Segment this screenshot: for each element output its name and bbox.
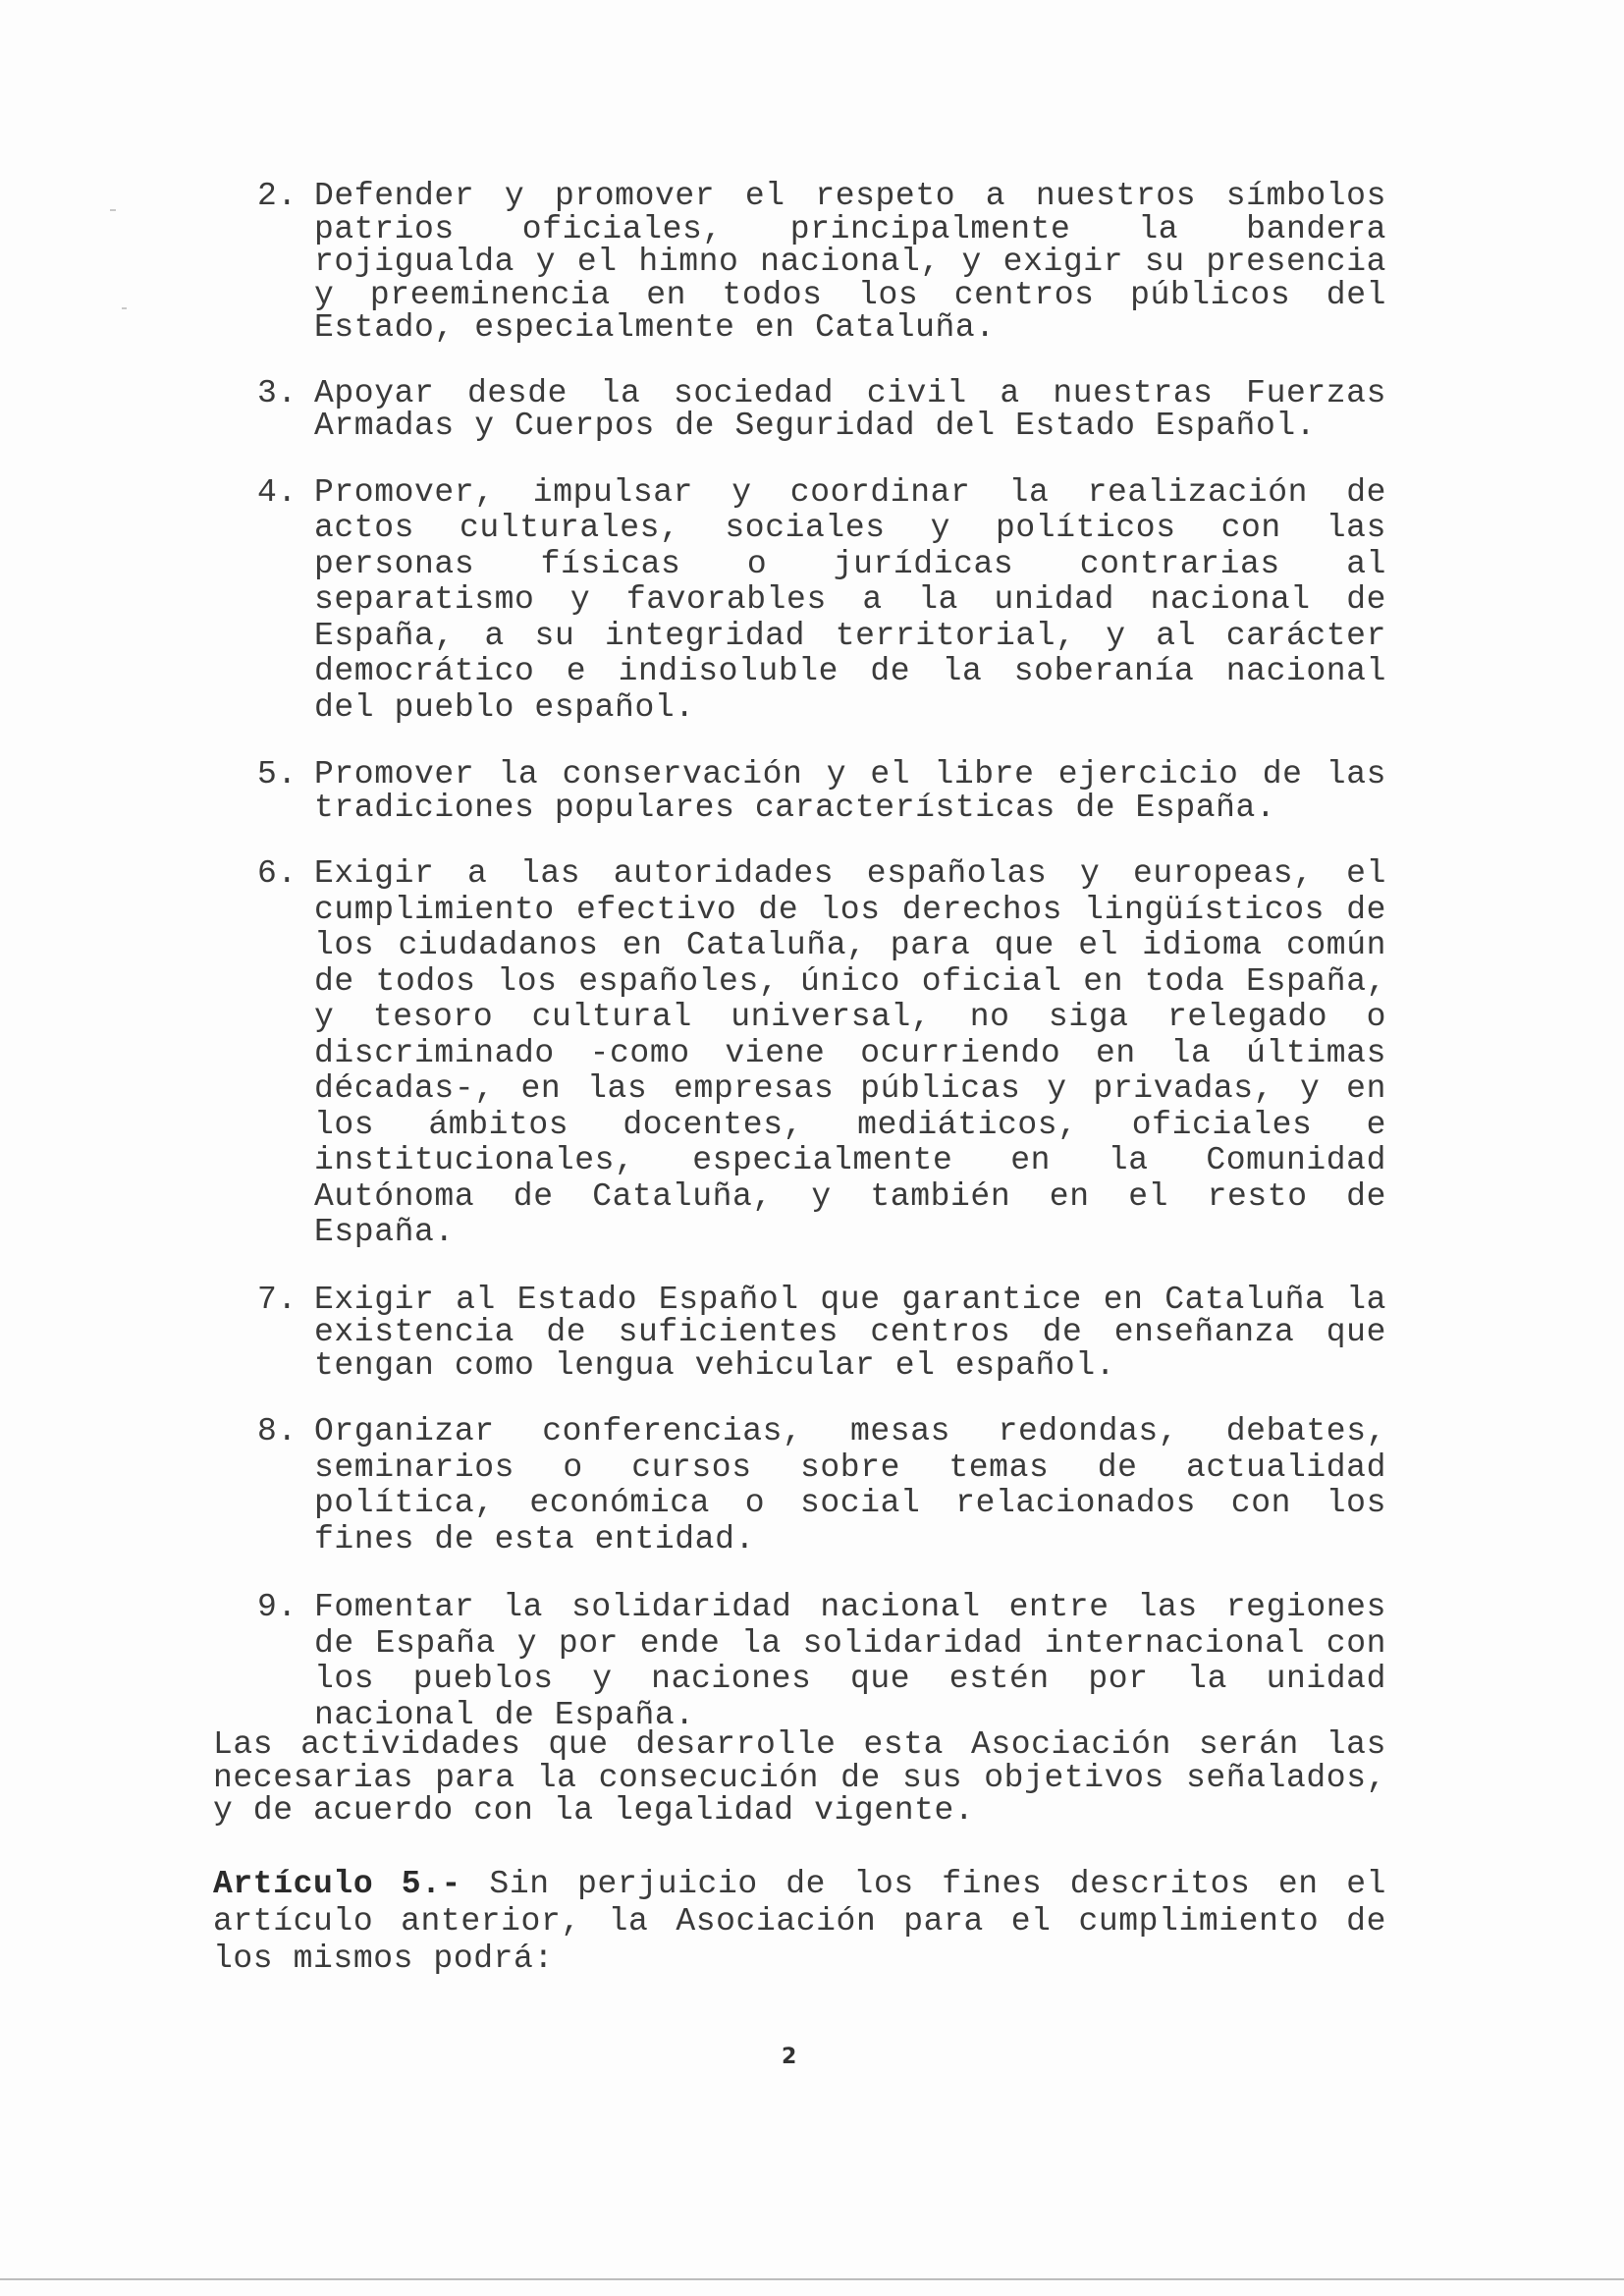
item-text: Exigir a las autoridades españolas y europeas, el cumplimiento efectivo de los derechos lingüísticos de los ciudadanos en Cataluña, para que el idioma común de todos los españoles, único oficial en toda España, y tesoro cultural universal, no siga relegado o discriminado -como viene ocurriendo en la últimas décadas-, en las empresas públicas y privadas, y en los ámbitos docentes, mediáticos, oficiales e institucionales, especialmente en la Comunidad Autónoma de Cataluña, y también en el resto de España. (314, 855, 1386, 1250)
item-number: 8 . (257, 1414, 298, 1450)
item-number: 4 . (257, 475, 298, 512)
scan-edge-line (0, 2278, 1624, 2280)
item-text: Apoyar desde la sociedad civil a nuestras Fuerzas Armadas y Cuerpos de Seguridad del Estado Español. (314, 374, 1386, 444)
list-item (257, 180, 1386, 345)
page-number: 2 (782, 2045, 797, 2069)
list-item (257, 1281, 1386, 1384)
list-item (257, 1414, 1386, 1558)
closing-paragraph-text: Las actividades que desarrolle esta Asociación serán las necesarias para la consecución de sus objetivos señalados, y de acuerdo con la legalidad vigente. (213, 1726, 1386, 1829)
scan-speck (110, 209, 116, 211)
item-text: Fomentar la solidaridad nacional entre las regiones de España y por ende la solidaridad internacional con los pueblos y naciones que estén por la unidad nacional de España. (314, 1589, 1386, 1733)
objectives-list (257, 180, 1386, 1766)
item-text: Exigir al Estado Español que garantice en Cataluña la existencia de suficientes centros de enseñanza que tengan como lengua vehicular el español. (314, 1281, 1386, 1384)
item-number: 7 . (257, 1284, 298, 1317)
item-number: 3 . (257, 377, 298, 410)
scan-speck (122, 307, 127, 309)
article-paragraph (213, 1866, 1386, 1978)
item-text: Defender y promover el respeto a nuestros símbolos patrios oficiales, principalmente la bandera rojigualda y el himno nacional, y exigir su presencia y preeminencia en todos los centros públicos del Estado, especialmente en Cataluña. (314, 178, 1386, 346)
item-text: Promover la conservación y el libre ejercicio de las tradiciones populares características de España. (314, 756, 1386, 826)
item-text: Promover, impulsar y coordinar la realización de actos culturales, sociales y políticos con las personas físicas o jurídicas contrarias al separatismo y favorables a la unidad nacional de España, a su integridad territorial, y al carácter democrático e indisoluble de la soberanía nacional del pueblo español. (314, 473, 1386, 726)
list-item (257, 1590, 1386, 1733)
closing-paragraph (213, 1728, 1386, 1828)
list-item (257, 374, 1386, 444)
list-item (257, 475, 1386, 727)
article-text: Sin perjuicio de los fines descritos en el artículo anterior, la Asociación para el cumplimiento de los mismos podrá: (213, 1866, 1386, 1977)
item-number: 6 . (257, 856, 298, 893)
list-item (257, 856, 1386, 1251)
article-heading: Artículo 5.- (213, 1866, 461, 1902)
item-text: Organizar conferencias, mesas redondas, debates, seminarios o cursos sobre temas de actualidad política, económica o social relacionados con los fines de esta entidad. (314, 1413, 1386, 1558)
list-item (257, 758, 1386, 824)
item-number: 5 . (257, 758, 298, 792)
item-number: 2 . (257, 180, 298, 213)
item-number: 9 . (257, 1590, 298, 1626)
